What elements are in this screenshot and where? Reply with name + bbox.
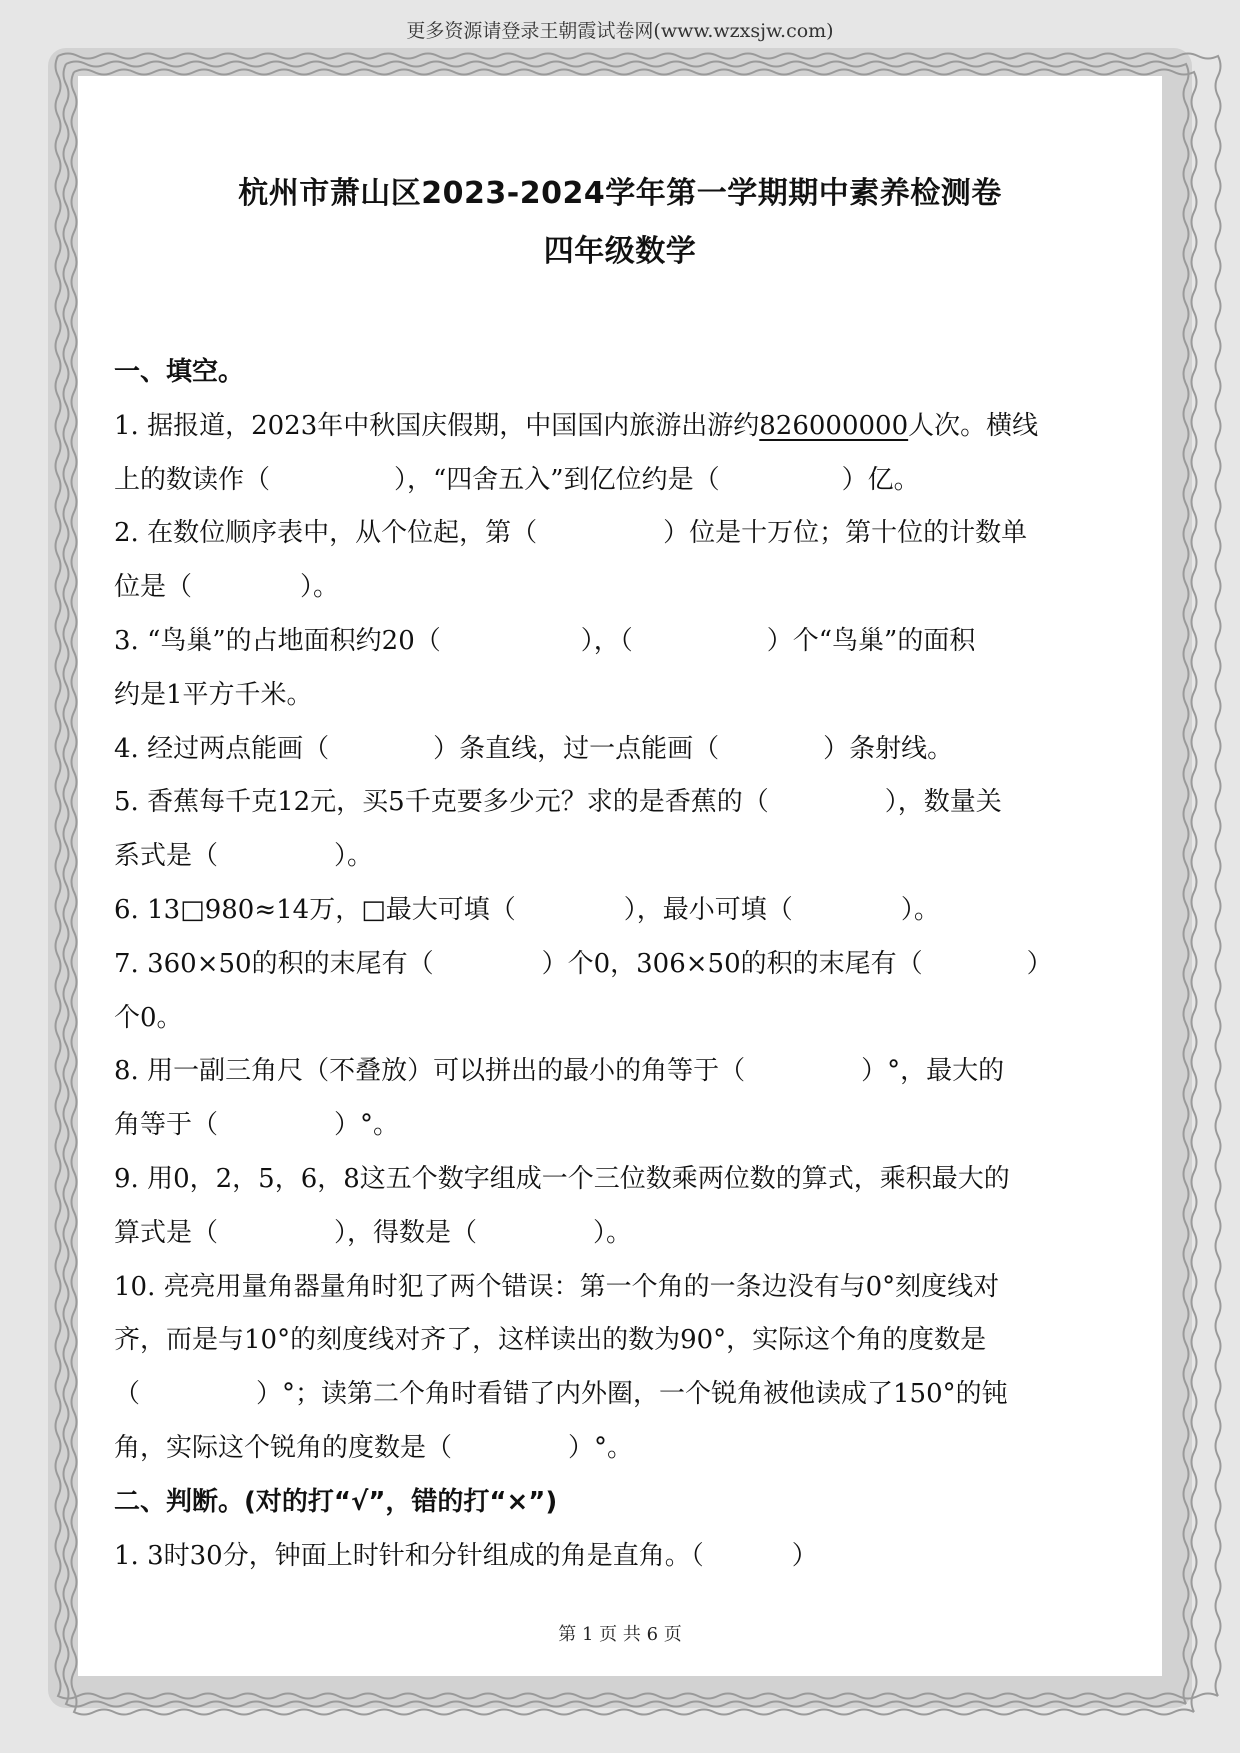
question-10-line-2: 齐，而是与10°的刻度线对齐了，这样读出的数为90°，实际这个角的度数是 <box>114 1325 987 1356</box>
tf-question-1: 1. 3时30分，钟面上时针和分针组成的角是直角。（ ） <box>114 1540 818 1571</box>
question-10-line-4: 角，实际这个锐角的度数是（ ）°。 <box>114 1432 634 1463</box>
question-body <box>114 346 1124 1583</box>
question-1-line-2: 上的数读作（ ），“四舍五入”到亿位约是（ ）亿。 <box>114 464 920 495</box>
section-heading-true-false: 二、判断。(对的打“√”，错的打“×”) <box>114 1486 558 1517</box>
section-heading-fill-in: 一、填空。 <box>114 357 245 387</box>
question-7-line-2: 个0。 <box>114 1002 183 1033</box>
question-5-line-1: 5. 香蕉每千克12元，买5千克要多少元？求的是香蕉的（ ），数量关 <box>114 787 1002 818</box>
question-4: 4. 经过两点能画（ ）条直线，过一点能画（ ）条射线。 <box>114 733 954 764</box>
question-8-line-1: 8. 用一副三角尺（不叠放）可以拼出的最小的角等于（ ）°，最大的 <box>114 1056 1005 1087</box>
question-1-line-1: 1. 据报道，2023年中秋国庆假期，中国国内旅游出游约826000000人次。横线 <box>114 410 1039 441</box>
question-2-line-2: 位是（ ）。 <box>114 572 340 603</box>
exam-subtitle: 四年级数学 <box>543 234 697 269</box>
underlined-number: 826000000 <box>759 410 909 441</box>
question-5-line-2: 系式是（ ）。 <box>114 841 374 872</box>
page-number: 第 1 页 共 6 页 <box>558 1624 682 1645</box>
question-9-line-1: 9. 用0，2，5，6，8这五个数字组成一个三位数乘两位数的算式，乘积最大的 <box>114 1163 1010 1194</box>
question-8-line-2: 角等于（ ）°。 <box>114 1110 400 1141</box>
question-10-line-1: 10. 亮亮用量角器量角时犯了两个错误：第一个角的一条边没有与0°刻度线对 <box>114 1271 1000 1302</box>
question-10-line-3: （ ）°；读第二个角时看错了内外圈，一个锐角被他读成了150°的钝 <box>114 1379 1008 1410</box>
exam-title: 杭州市萧山区2023-2024学年第一学期期中素养检测卷 <box>238 176 1002 211</box>
source-banner: 更多资源请登录王朝霞试卷网(www.wzxsjw.com) <box>406 20 834 42</box>
question-9-line-2: 算式是（ ），得数是（ ）。 <box>114 1217 633 1248</box>
question-2-line-1: 2. 在数位顺序表中，从个位起，第（ ）位是十万位；第十位的计数单 <box>114 518 1028 549</box>
question-6: 6. 13□980≈14万，□最大可填（ ），最小可填（ ）。 <box>114 894 940 925</box>
question-7-line-1: 7. 360×50的积的末尾有（ ）个0，306×50的积的末尾有（ ） <box>114 948 1053 979</box>
question-3-line-2: 约是1平方千米。 <box>114 679 313 710</box>
question-3-line-1: 3. “鸟巢”的占地面积约20（ ），（ ）个“鸟巢”的面积 <box>114 625 976 656</box>
